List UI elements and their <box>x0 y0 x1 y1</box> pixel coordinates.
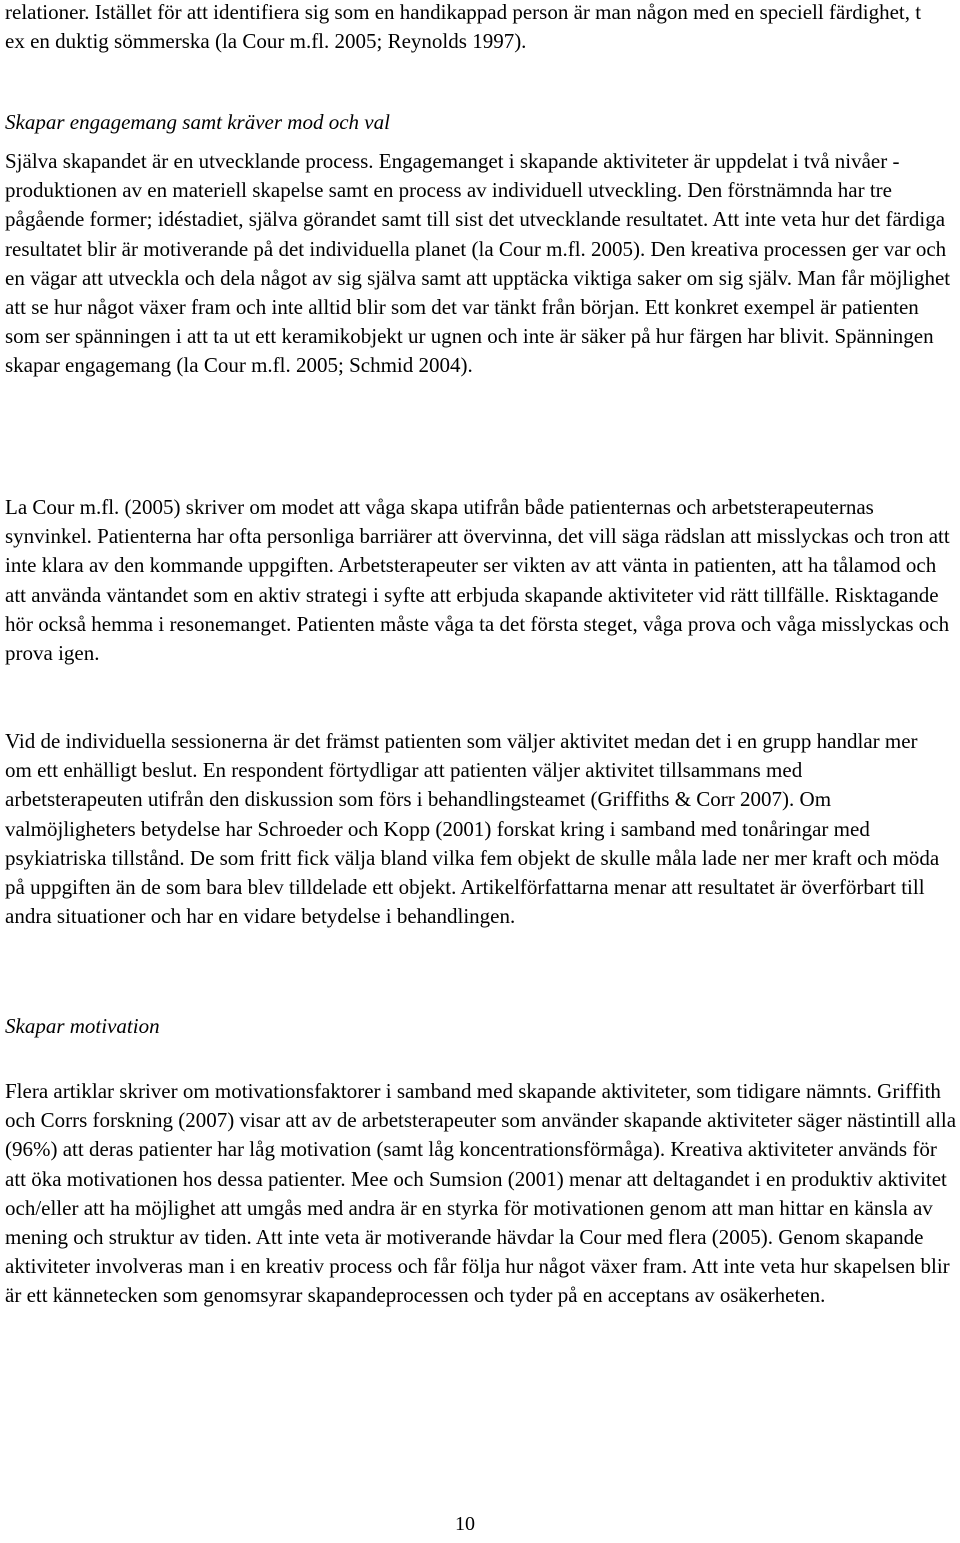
page-number: 10 <box>455 1513 475 1535</box>
paragraph-modet: La Cour m.fl. (2005) skriver om modet att våga skapa utifrån både patienternas och arbetsterapeuternas synvinkel. Patienterna har ofta personliga barriärer att övervinna, det vill säga rädslan att misslyckas och tron att inte klara av den kommande uppgiften. Arbetsterapeuter ser vikten av att vänta in patienten, att ha tålamod och att använda väntandet som en aktiv strategi i syfte att erbjuda skapande aktiviteter vid rätt tillfälle. Risktagande hör också hemma i resonemanget. Patienten måste våga ta det första steget, våga prova och våga misslyckas och prova igen. <box>5 495 950 666</box>
paragraph-engagemang: Själva skapandet är en utvecklande process. Engagemanget i skapande aktiviteter är uppdelat i två nivåer - produktionen av en materiell skapelse samt en process av individuell utveckling. Den förstnämnda har tre pågående former; idéstadiet, själva görandet samt till sist det utvecklande resultatet. Att inte veta hur det färdiga resultatet blir är motiverande på det individuella planet (la Cour m.fl. 2005). Den kreativa processen ger var och en vägar att utveckla och dela något av sig själva samt att upptäcka viktiga saker om sig själv. Man får möjlighet att se hur något växer fram och inte alltid blir som det var tänkt från början. Ett konkret exempel är patienten som ser spänningen i att ta ut ett keramikobjekt ur ugnen och inte är säker på hur färgen har blivit. Spänningen skapar engagemang (la Cour m.fl. 2005; Schmid 2004). <box>5 149 951 378</box>
paragraph-motivation: Flera artiklar skriver om motivationsfaktorer i samband med skapande aktiviteter, som tidigare nämnts. Griffith och Corrs forskning (2007) visar att av de arbetsterapeuter som använder skapande aktiviteter säger nästintill alla (96%) att deras patienter har låg motivation (samt låg koncentrationsförmåga). Kreativa aktiviteter används för att öka motivationen hos dessa patienter. Mee och Sumsion (2001) menar att deltagandet i en produktiv aktivitet och/eller att ha möjlighet att umgås med andra är en styrka för motivationen genom att man hittar en känsla av mening och struktur av tiden. Att inte veta är motiverande hävdar la Cour med flera (2005). Genom skapande aktiviteter involveras man i en kreativ process och får följa hur något växer fram. Att inte veta hur skapelsen blir är ett kännetecken som genomsyrar skapandeprocessen och tyder på en acceptans av osäkerheten. <box>5 1079 957 1308</box>
section-heading-engagemang: Skapar engagemang samt kräver mod och val <box>5 110 390 134</box>
paragraph-valmojligheter: Vid de individuella sessionerna är det främst patienten som väljer aktivitet medan det i en grupp handlar mer om ett enhälligt beslut. En respondent förtydligar att patienten väljer aktivitet tillsammans med arbetsterapeuten utifrån den diskussion som förs i behandlingsteamet (Griffiths & Corr 2007). Om valmöjligheters betydelse har Schroeder och Kopp (2001) forskat kring i samband med tonåringar med psykiatriska tillstånd. De som fritt fick välja bland vilka fem objekt de skulle måla lade ner mer kraft och möda på uppgiften än de som bara blev tilldelade ett objekt. Artikelförfattarna menar att resultatet är överförbart till andra situationer och har en vidare betydelse i behandlingen. <box>5 729 940 929</box>
intro-paragraph: relationer. Istället för att identifiera sig som en handikappad person är man någon med en speciell färdighet, t ex en duktig sömmerska (la Cour m.fl. 2005; Reynolds 1997). <box>5 0 922 54</box>
document-page <box>5 0 957 1543</box>
section-heading-motivation: Skapar motivation <box>5 1014 160 1038</box>
